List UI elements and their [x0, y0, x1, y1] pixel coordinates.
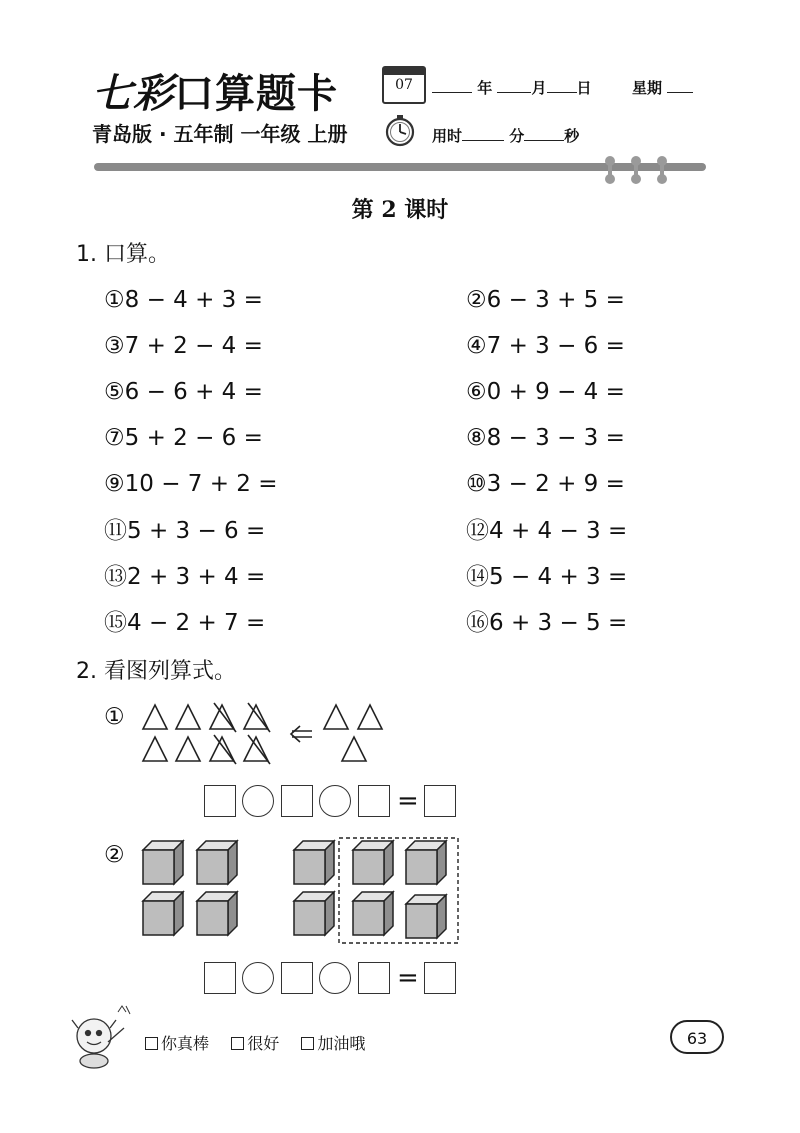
mascot-icon [70, 1000, 136, 1072]
problem-9: ⑨10 − 7 + 2 = [104, 471, 278, 497]
minute-label: 分 [509, 127, 525, 145]
result-box[interactable] [424, 962, 456, 994]
binder-pin [634, 158, 638, 180]
problem-8: ⑧8 − 3 − 3 = [466, 425, 625, 451]
day-blank[interactable] [547, 76, 577, 93]
minute-blank[interactable] [462, 124, 504, 141]
question2-label: ② [104, 842, 125, 868]
problem-15: ⑮4 − 2 + 7 = [104, 610, 266, 636]
cube [406, 895, 446, 938]
option-good: 很好 [247, 1034, 280, 1053]
problem-10: ⑩3 − 2 + 9 = [466, 471, 625, 497]
year-label: 年 [477, 79, 493, 97]
triangle [176, 737, 200, 761]
answer-box[interactable] [358, 962, 390, 994]
problem-4: ④7 + 3 − 6 = [466, 333, 625, 359]
cube [294, 892, 334, 935]
question1-label: ① [104, 704, 125, 730]
problem-11: ⑪5 + 3 − 6 = [104, 518, 266, 544]
equals-sign: = [397, 963, 419, 993]
weekday-label: 星期 [631, 79, 662, 97]
operator-circle[interactable] [319, 962, 351, 994]
weekday-blank[interactable] [667, 76, 693, 93]
cube [353, 841, 393, 884]
header-divider [94, 163, 706, 171]
edition-label: 青岛版 · 五年制 一年级 上册 [92, 122, 348, 146]
operator-circle[interactable] [242, 785, 274, 817]
problem-13: ⑬2 + 3 + 4 = [104, 564, 266, 590]
problem-5: ⑤6 − 6 + 4 = [104, 379, 263, 405]
operator-circle[interactable] [319, 785, 351, 817]
answer-box[interactable] [281, 785, 313, 817]
checkbox-keep-going[interactable] [301, 1037, 314, 1050]
checkbox-good[interactable] [231, 1037, 244, 1050]
result-box[interactable] [424, 785, 456, 817]
date-fill-line [432, 76, 693, 100]
day-label: 日 [576, 79, 592, 97]
checkbox-great[interactable] [145, 1037, 158, 1050]
triangle [176, 705, 200, 729]
cube [197, 892, 237, 935]
triangle [324, 705, 348, 729]
problem-2: ②6 − 3 + 5 = [466, 287, 625, 313]
problem-16: ⑯6 + 3 − 5 = [466, 610, 628, 636]
lesson-title: 第 2 课时 [351, 197, 449, 223]
second-label: 秒 [564, 127, 580, 145]
month-label: 月 [531, 79, 547, 97]
cubes-figure [138, 834, 464, 946]
answer-box[interactable] [204, 962, 236, 994]
problem-12: ⑫4 + 4 − 3 = [466, 518, 628, 544]
triangles-figure [140, 702, 400, 766]
triangle [342, 737, 366, 761]
cube [294, 841, 334, 884]
clock-icon [383, 114, 417, 148]
operator-circle[interactable] [242, 962, 274, 994]
brand-lead: 七彩 [92, 70, 174, 117]
binder-pin [608, 158, 612, 180]
triangle [358, 705, 382, 729]
calendar-icon [382, 66, 426, 104]
section1-title: 1. 口算。 [76, 242, 170, 267]
cube [143, 892, 183, 935]
time-fill-line [432, 124, 579, 148]
cube [406, 841, 446, 884]
problem-7: ⑦5 + 2 − 6 = [104, 425, 263, 451]
page-number: 63 [670, 1020, 724, 1054]
brand-title [92, 70, 338, 118]
cube [353, 892, 393, 935]
problem-6: ⑥0 + 9 − 4 = [466, 379, 625, 405]
option-keep-going: 加油哦 [317, 1034, 366, 1053]
time-used-label: 用时 [432, 127, 463, 145]
problem-14: ⑭5 − 4 + 3 = [466, 564, 628, 590]
answer-box[interactable] [281, 962, 313, 994]
equals-sign: = [397, 786, 419, 816]
triangle [143, 737, 167, 761]
section2-title: 2. 看图列算式。 [76, 659, 236, 684]
cube [197, 841, 237, 884]
brand-rest: 口算题卡 [174, 70, 338, 117]
second-blank[interactable] [524, 124, 564, 141]
binder-pin [660, 158, 664, 180]
calendar-day: 07 [395, 77, 413, 93]
problem-3: ③7 + 2 − 4 = [104, 333, 263, 359]
option-great: 你真棒 [161, 1034, 210, 1053]
answer-box[interactable] [358, 785, 390, 817]
year-blank[interactable] [432, 76, 472, 93]
triangle [143, 705, 167, 729]
answer-box[interactable] [204, 785, 236, 817]
left-arrow-icon [291, 726, 312, 742]
month-blank[interactable] [497, 76, 531, 93]
cube [143, 841, 183, 884]
self-evaluation [145, 1033, 365, 1055]
problem-1: ①8 − 4 + 3 = [104, 287, 263, 313]
